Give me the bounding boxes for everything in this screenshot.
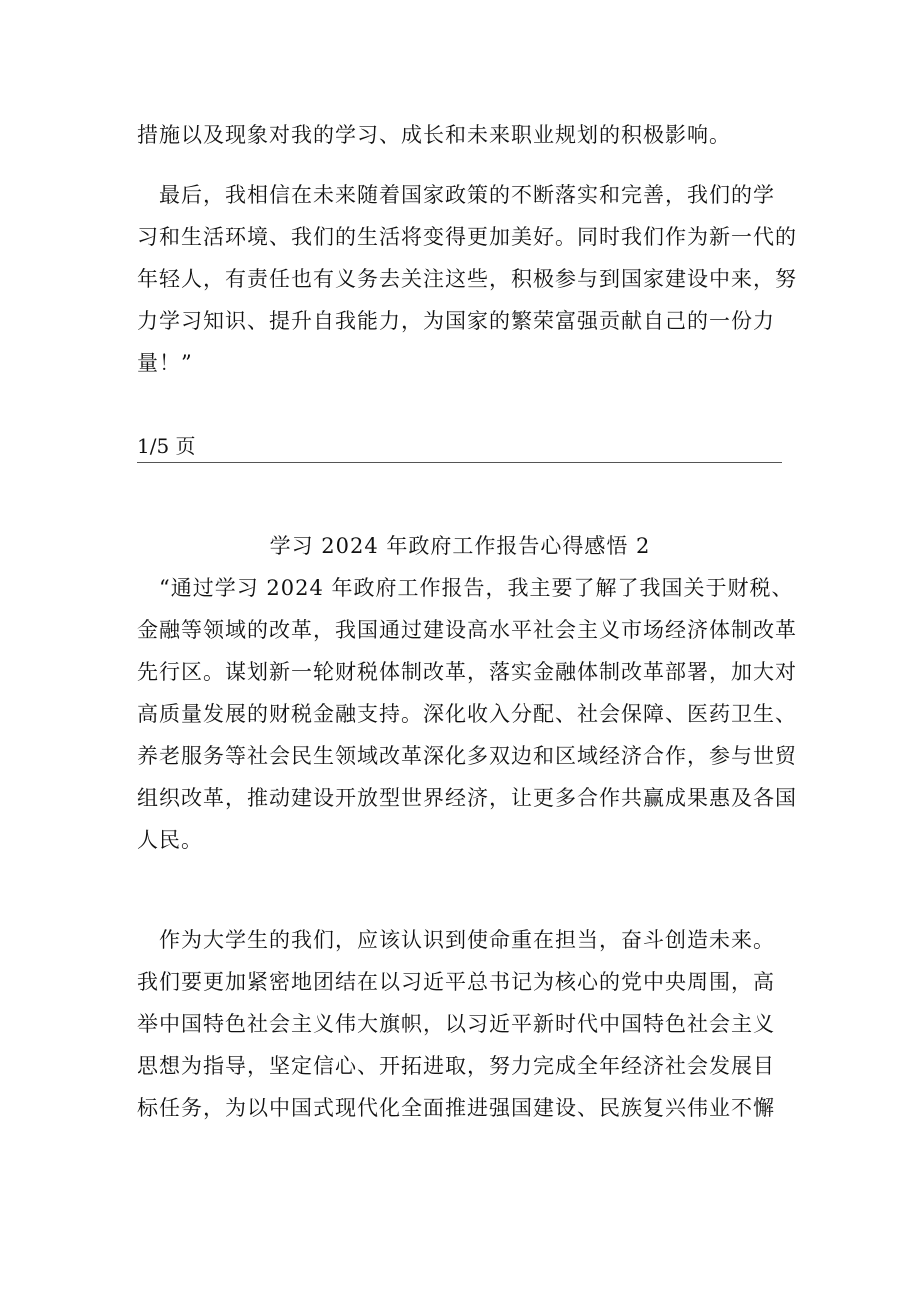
paragraph-line: “通过学习 2024 年政府工作报告，我主要了解了我国关于财税、 <box>137 576 794 600</box>
conclusion-paragraph <box>137 174 797 384</box>
paragraph-line: 力学习知识、提升自我能力，为国家的繁荣富强贡献自己的一份力 <box>137 309 775 333</box>
page-divider <box>137 462 782 463</box>
paragraph-line: 措施以及现象对我的学习、成长和未来职业规划的积极影响。 <box>137 123 731 147</box>
body-paragraph-1 <box>137 567 797 861</box>
paragraph-line: 人民。 <box>137 828 203 852</box>
paragraph-line: 习和生活环境、我们的生活将变得更加美好。同时我们作为新一代的 <box>137 225 797 249</box>
paragraph-line: 先行区。谋划新一轮财税体制改革，落实金融体制改革部署，加大对 <box>137 660 797 684</box>
paragraph-line: 思想为指导，坚定信心、开拓进取，努力完成全年经济社会发展目 <box>137 1054 775 1078</box>
paragraph-line: 作为大学生的我们，应该认识到使命重在担当，奋斗创造未来。 <box>137 928 775 952</box>
paragraph-line: 标任务，为以中国式现代化全面推进强国建设、民族复兴伟业不懈 <box>137 1096 775 1120</box>
paragraph-line: 我们要更加紧密地团结在以习近平总书记为核心的党中央周围，高 <box>137 970 775 994</box>
paragraph-line: 养老服务等社会民生领域改革深化多双边和区域经济合作，参与世贸 <box>137 744 797 768</box>
paragraph-line: 举中国特色社会主义伟大旗帜，以习近平新时代中国特色社会主义 <box>137 1012 775 1036</box>
page-number: 1/5 页 <box>137 434 196 458</box>
paragraph-line: 量！” <box>137 351 193 375</box>
continuation-paragraph <box>137 114 787 156</box>
paragraph-line: 组织改革，推动建设开放型世界经济，让更多合作共赢成果惠及各国 <box>137 786 797 810</box>
paragraph-line: 年轻人，有责任也有义务去关注这些，积极参与到国家建设中来，努 <box>137 267 797 291</box>
paragraph-line: 最后，我相信在未来随着国家政策的不断落实和完善，我们的学 <box>137 183 775 207</box>
body-paragraph-2 <box>137 919 787 1129</box>
section-title: 学习 2024 年政府工作报告心得感悟 2 <box>269 534 651 558</box>
paragraph-line: 高质量发展的财税金融支持。深化收入分配、社会保障、医药卫生、 <box>137 702 797 726</box>
paragraph-line: 金融等领域的改革，我国通过建设高水平社会主义市场经济体制改革 <box>137 618 797 642</box>
